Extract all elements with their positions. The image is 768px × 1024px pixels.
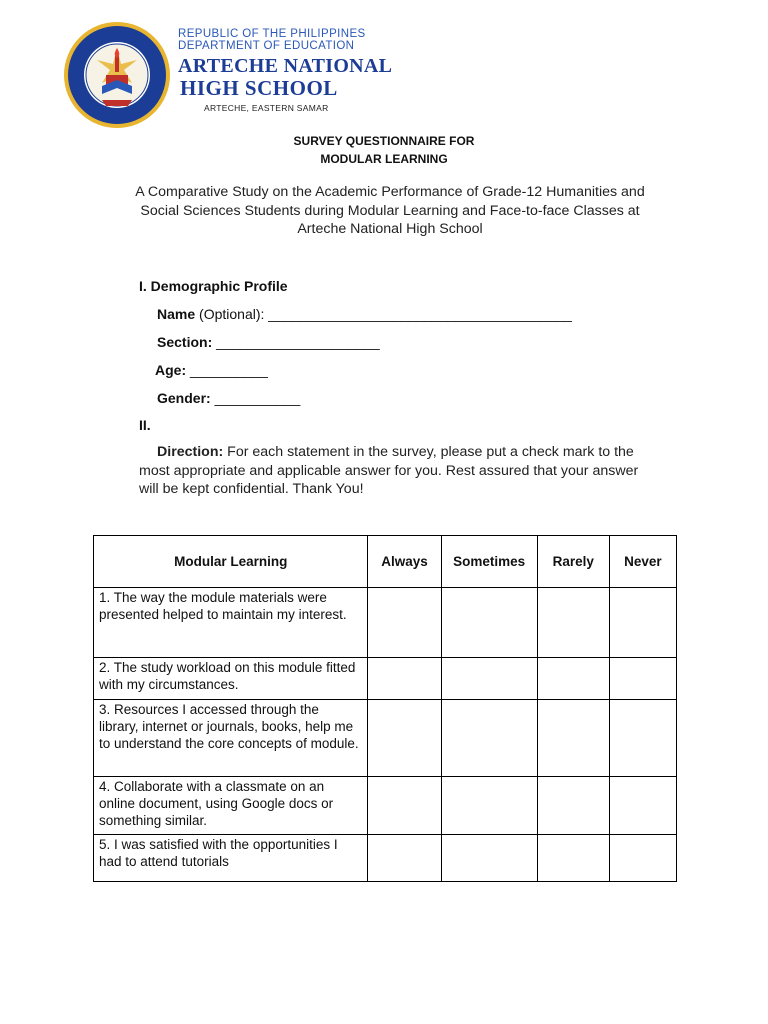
survey-table <box>93 535 677 882</box>
rarely-checkbox[interactable] <box>537 588 609 658</box>
department-text: DEPARTMENT OF EDUCATION <box>178 40 355 52</box>
direction-text: For each statement in the survey, please put a check mark to the most appropriate and applicable answer for you. Rest assured that your answer will be kept confidential. Thank You! <box>139 444 639 497</box>
rarely-checkbox[interactable] <box>537 658 609 700</box>
header-never: Never <box>609 536 676 588</box>
never-checkbox[interactable] <box>609 700 676 777</box>
name-label: Name <box>157 306 196 322</box>
direction-label: Direction: <box>157 444 224 460</box>
never-checkbox[interactable] <box>609 658 676 700</box>
school-address: ARTECHE, EASTERN SAMAR <box>204 103 329 113</box>
title-line1: SURVEY QUESTIONNAIRE FOR <box>293 134 475 148</box>
direction-paragraph <box>139 443 659 499</box>
name-optional-line: (Optional): _______________________________________ <box>199 306 572 322</box>
sometimes-checkbox[interactable] <box>441 588 537 658</box>
statement-cell: 5. I was satisfied with the opportunities I had to attend tutorials <box>94 835 368 882</box>
sometimes-checkbox[interactable] <box>441 777 537 835</box>
header-always: Always <box>368 536 441 588</box>
table-row <box>94 658 677 700</box>
study-subtitle: A Comparative Study on the Academic Performance of Grade-12 Humanities and Social Sciences Students during Modular Learning and Face-to-face Classes at Arteche National High School <box>135 184 645 237</box>
table-row <box>94 835 677 882</box>
header-rarely: Rarely <box>537 536 609 588</box>
always-checkbox[interactable] <box>368 777 441 835</box>
rarely-checkbox[interactable] <box>537 700 609 777</box>
age-line: __________ <box>190 362 268 378</box>
never-checkbox[interactable] <box>609 835 676 882</box>
section1-heading: I. Demographic Profile <box>139 278 288 294</box>
always-checkbox[interactable] <box>368 658 441 700</box>
always-checkbox[interactable] <box>368 835 441 882</box>
sometimes-checkbox[interactable] <box>441 835 537 882</box>
table-row <box>94 588 677 658</box>
gender-field[interactable] <box>157 390 300 406</box>
section2-heading: II. <box>139 417 151 433</box>
section-label: Section: <box>157 334 213 350</box>
table-row <box>94 777 677 835</box>
statement-cell: 1. The way the module materials were presented helped to maintain my interest. <box>94 588 368 658</box>
name-field[interactable] <box>157 306 572 322</box>
table-header-row <box>94 536 677 588</box>
school-name-line1: ARTECHE NATIONAL <box>178 55 393 77</box>
rarely-checkbox[interactable] <box>537 835 609 882</box>
statement-cell: 2. The study workload on this module fitted with my circumstances. <box>94 658 368 700</box>
header-sometimes: Sometimes <box>441 536 537 588</box>
statement-cell: 3. Resources I accessed through the library, internet or journals, books, help me to understand the core concepts of module. <box>94 700 368 777</box>
statement-cell: 4. Collaborate with a classmate on an online document, using Google docs or something similar. <box>94 777 368 835</box>
republic-text: REPUBLIC OF THE PHILIPPINES <box>178 28 366 40</box>
header-modular-learning: Modular Learning <box>94 536 368 588</box>
section-line: _____________________ <box>216 334 380 350</box>
never-checkbox[interactable] <box>609 777 676 835</box>
never-checkbox[interactable] <box>609 588 676 658</box>
gender-line: ___________ <box>214 390 301 406</box>
age-label: Age: <box>155 362 187 378</box>
sometimes-checkbox[interactable] <box>441 700 537 777</box>
always-checkbox[interactable] <box>368 588 441 658</box>
table-row <box>94 700 677 777</box>
letterhead <box>178 28 418 113</box>
school-name-line2: HIGH SCHOOL <box>180 76 338 100</box>
age-field[interactable] <box>155 362 268 378</box>
school-seal-icon <box>62 20 172 130</box>
gender-label: Gender: <box>157 390 211 406</box>
rarely-checkbox[interactable] <box>537 777 609 835</box>
always-checkbox[interactable] <box>368 700 441 777</box>
sometimes-checkbox[interactable] <box>441 658 537 700</box>
title-line2: MODULAR LEARNING <box>320 152 448 166</box>
section-field[interactable] <box>157 334 380 350</box>
